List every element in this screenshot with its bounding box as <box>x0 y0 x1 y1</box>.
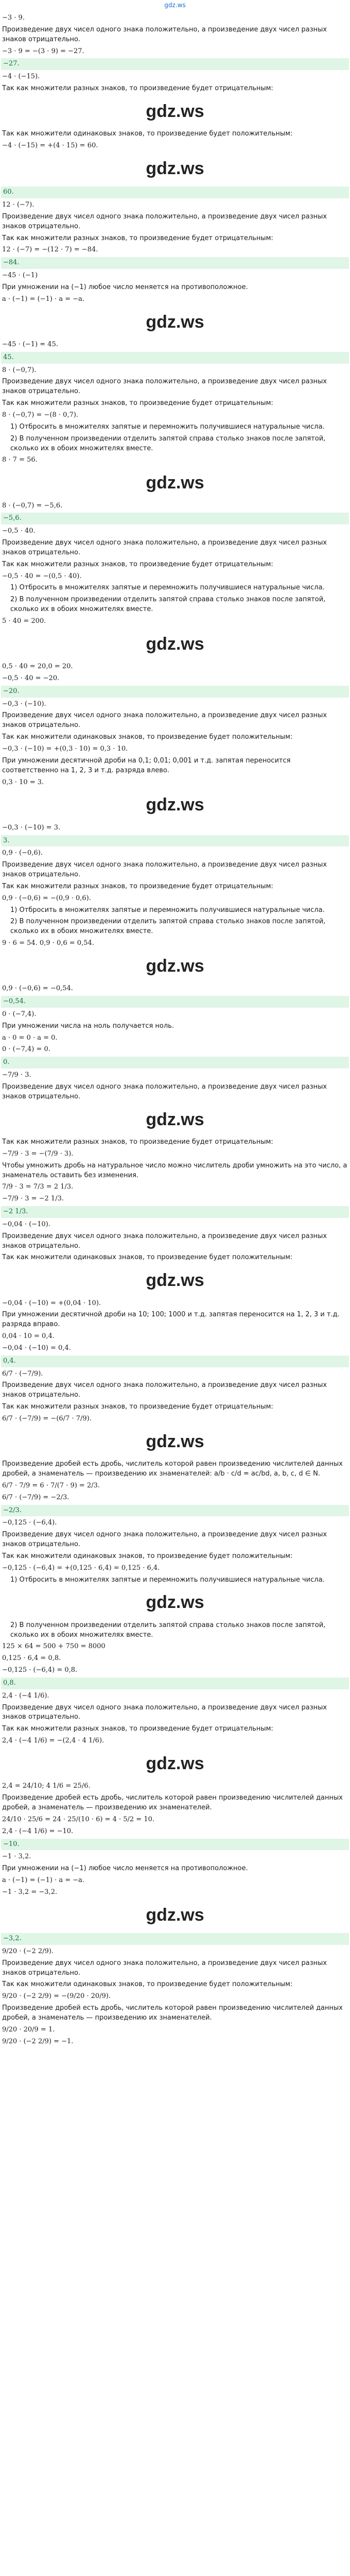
answer-line: 0,8. <box>1 1677 349 1689</box>
math-expression: 9/20 · (−2 2/9) = −(9/20 · 20/9). <box>2 1992 111 2001</box>
math-expression: 0,04 · 10 = 0,4. <box>2 1332 55 1341</box>
explanation-text: Произведение дробей есть дробь, числитель которой равен произведению числителей данных дробей, а знаменатель — произведению их знаменателей. <box>2 2004 343 2022</box>
math-expression: a · (−1) = (−1) · a = −a. <box>2 295 84 303</box>
math-expression: −0,5 · 40 = −20. <box>2 674 60 682</box>
answer-line: −2/3. <box>1 1505 349 1517</box>
math-expression: −7/9 · 3 = −2 1/3. <box>2 1195 64 1203</box>
explanation-text: При умножении десятичной дроби на 0,1; 0,01; 0,001 и т.д. запятая переносится соответственно на 1, 2, 3 и т.д. разряда влево. <box>2 756 291 774</box>
math-expression: 2,4 · (−4 1/6) = −(2,4 · 4 1/6). <box>2 1737 104 1745</box>
explanation-text: Произведение двух чисел одного знака положительно, а произведение двух чисел разных знаков отрицательно. <box>2 25 327 43</box>
rule-step: 1) Отбросить в множителях запятые и перемножить получившиеся натуральные числа. <box>10 422 325 431</box>
explanation-text: Так как множители одинаковых знаков, то произведение будет положительным: <box>2 130 293 138</box>
explanation-text: Произведение двух чисел одного знака положительно, а произведение двух чисел разных знаков отрицательно. <box>2 1381 327 1399</box>
explanation-text: Так как множители разных знаков, то произведение будет отрицательным: <box>2 1403 273 1411</box>
watermark: gdz.ws <box>146 1753 204 1773</box>
explanation-text: Так как множители одинаковых знаков, то произведение будет положительным: <box>2 733 293 741</box>
answer-line: −3,2. <box>1 1933 349 1945</box>
math-expression: 24/10 · 25/6 = 24 · 25/(10 · 6) = 4 · 5/2 = 10. <box>2 1815 155 1823</box>
math-expression: 2,4 · (−4 1/6) = −10. <box>2 1827 74 1835</box>
math-expression: −1 · 3,2 = −3,2. <box>2 1888 58 1896</box>
math-expression: 6/7 · 7/9 = 6 · 7/(7 · 9) = 2/3. <box>2 1481 100 1489</box>
explanation-text: Произведение двух чисел одного знака положительно, а произведение двух чисел разных знаков отрицательно. <box>2 711 327 730</box>
math-expression: −0,04 · (−10). <box>2 1220 50 1228</box>
math-expression: −45 · (−1) = 45. <box>2 340 58 348</box>
math-expression: −0,125 · (−6,4) = +(0,125 · 6,4) = 0,125 · 6,4. <box>2 1564 160 1572</box>
explanation-text: При умножении на (−1) любое число меняется на противоположное. <box>2 283 248 291</box>
watermark: gdz.ws <box>146 634 204 654</box>
watermark: gdz.ws <box>146 956 204 976</box>
explanation-text: Чтобы умножить дробь на натуральное число можно числитель дроби умножить на это число, а знаменатель оставить без изменения. <box>2 1161 347 1179</box>
rule-step: 1) Отбросить в множителях запятые и перемножить получившиеся натуральные числа. <box>10 584 325 592</box>
answer-line: −10. <box>1 1839 349 1851</box>
explanation-text: При умножении на (−1) любое число меняется на противоположное. <box>2 1865 248 1873</box>
math-expression: −0,04 · (−10) = +(0,04 · 10). <box>2 1299 101 1307</box>
answer-line: 45. <box>1 352 349 364</box>
math-expression: −0,3 · (−10). <box>2 700 46 708</box>
explanation-text: Так как множители разных знаков, то произведение будет отрицательным: <box>2 1725 273 1733</box>
math-expression: −4 · (−15). <box>2 73 40 81</box>
explanation-text: Так как множители разных знаков, то произведение будет отрицательным: <box>2 1138 273 1146</box>
watermark: gdz.ws <box>146 312 204 332</box>
explanation-text: Так как множители разных знаков, то произведение будет отрицательным: <box>2 84 273 93</box>
math-expression: 9/20 · 20/9 = 1. <box>2 2025 55 2033</box>
explanation-text: Произведение дробей есть дробь, числитель которой равен произведению числителей данных дробей, а знаменатель — произведению их знаменателей. <box>2 1794 343 1811</box>
math-expression: 9/20 · (−2 2/9) = −1. <box>2 2037 74 2045</box>
explanation-text: Так как множители разных знаков, то произведение будет отрицательным: <box>2 882 273 890</box>
rule-step: 2) В полученном произведении отделить запятой справа столько знаков после запятой, сколько их в обоих множителях вместе. <box>10 596 326 614</box>
math-expression: 9/20 · (−2 2/9). <box>2 1947 54 1955</box>
answer-line: −27. <box>1 58 349 70</box>
watermark: gdz.ws <box>146 101 204 121</box>
explanation-text: Так как множители одинаковых знаков, то произведение будет положительным: <box>2 1552 293 1560</box>
rule-step: 2) В полученном произведении отделить запятой справа столько знаков после запятой, сколько их в обоих множителях вместе. <box>10 434 326 452</box>
math-expression: −0,5 · 40. <box>2 527 36 535</box>
watermark: gdz.ws <box>146 1109 204 1129</box>
math-expression: −1 · 3,2. <box>2 1853 31 1861</box>
explanation-text: Произведение двух чисел одного знака положительно, а произведение двух чисел разных знаков отрицательно. <box>2 212 327 230</box>
explanation-text: При умножении числа на ноль получается ноль. <box>2 1022 174 1030</box>
answer-line: −0,54. <box>1 996 349 1008</box>
explanation-text: Произведение двух чисел одного знака положительно, а произведение двух чисел разных знаков отрицательно. <box>2 1531 327 1549</box>
rule-step: 2) В полученном произведении отделить запятой справа столько знаков после запятой, сколько их в обоих множителях вместе. <box>10 1621 326 1639</box>
answer-line: 0. <box>1 1057 349 1069</box>
explanation-text: Произведение двух чисел одного знака положительно, а произведение двух чисел разных знаков отрицательно. <box>2 378 327 396</box>
explanation-text: Произведение дробей есть дробь, числитель которой равен произведению числителей данных дробей, а знаменатель — произведению их знаменателей: a/b · c/d = ac/bd, a, b, c, d ∈ N. <box>2 1460 343 1478</box>
math-expression: 12 · (−7) = −(12 · 7) = −84. <box>2 246 98 254</box>
math-expression: −0,3 · (−10) = +(0,3 · 10) = 0,3 · 10. <box>2 744 128 753</box>
math-expression: 2,4 · (−4 1/6). <box>2 1691 49 1700</box>
answer-line: 3. <box>1 835 349 847</box>
watermark: gdz.ws <box>146 473 204 493</box>
math-expression: −3 · 9. <box>2 14 25 22</box>
math-expression: a · (−1) = (−1) · a = −a. <box>2 1876 84 1885</box>
math-expression: 9 · 6 = 54. 0,9 · 0,6 = 0,54. <box>2 939 94 947</box>
math-expression: −0,125 · (−6,4). <box>2 1519 57 1527</box>
rule-step: 1) Отбросить в множителях запятые и перемножить получившиеся натуральные числа. <box>10 906 325 914</box>
math-expression: −45 · (−1) <box>2 272 38 280</box>
math-expression: a · 0 = 0 · a = 0. <box>2 1033 58 1042</box>
explanation-text: Произведение двух чисел одного знака положительно, а произведение двух чисел разных знаков отрицательно. <box>2 1703 327 1721</box>
answer-line: −20. <box>1 686 349 698</box>
math-expression: 12 · (−7). <box>2 201 34 209</box>
explanation-text: Произведение двух чисел одного знака положительно, а произведение двух чисел разных знаков отрицательно. <box>2 1082 327 1100</box>
answer-line: 60. <box>1 187 349 198</box>
math-expression: −0,3 · (−10) = 3. <box>2 823 61 832</box>
math-expression: 6/7 · (−7/9) = −2/3. <box>2 1493 69 1501</box>
math-expression: 7/9 · 3 = 7/3 = 2 1/3. <box>2 1183 74 1191</box>
explanation-text: Произведение двух чисел одного знака положительно, а произведение двух чисел разных знаков отрицательно. <box>2 539 327 556</box>
explanation-text: Так как множители разных знаков, то произведение будет отрицательным: <box>2 234 273 242</box>
answer-line: 0,4. <box>1 1355 349 1367</box>
math-expression: 0,5 · 40 = 20,0 = 20. <box>2 663 73 671</box>
math-expression: −0,04 · (−10) = 0,4. <box>2 1344 71 1352</box>
explanation-text: Так как множители одинаковых знаков, то произведение будет положительным: <box>2 1253 293 1262</box>
watermark: gdz.ws <box>146 1592 204 1613</box>
watermark: gdz.ws <box>146 1905 204 1925</box>
explanation-text: Произведение двух чисел одного знака положительно, а произведение двух чисел разных знаков отрицательно. <box>2 861 327 879</box>
explanation-text: Произведение двух чисел одного знака положительно, а произведение двух чисел разных знаков отрицательно. <box>2 1959 327 1977</box>
math-expression: 125 × 64 = 500 + 750 = 8000 <box>2 1642 106 1651</box>
math-expression: −3 · 9 = −(3 · 9) = −27. <box>2 47 84 55</box>
math-expression: −0,5 · 40 = −(0,5 · 40). <box>2 572 82 580</box>
math-expression: 8 · (−0,7) = −5,6. <box>2 501 63 510</box>
explanation-text: Так как множители разных знаков, то произведение будет отрицательным: <box>2 399 273 408</box>
watermark: gdz.ws <box>146 795 204 815</box>
explanation-text: При умножении десятичной дроби на 10; 100; 1000 и т.д. запятая переносится на 1, 2, 3 и т.д. разряда вправо. <box>2 1311 340 1329</box>
math-expression: −0,125 · (−6,4) = 0,8. <box>2 1666 78 1674</box>
site-header[interactable] <box>0 0 350 12</box>
solution-document <box>0 12 350 2047</box>
math-expression: 5 · 40 = 200. <box>2 617 46 625</box>
math-expression: 0,9 · (−0,6) = −0,54. <box>2 985 73 993</box>
math-expression: 0 · (−7,4). <box>2 1010 37 1018</box>
rule-step: 2) В полученном произведении отделить запятой справа столько знаков после запятой, сколько их в обоих множителях вместе. <box>10 918 326 936</box>
explanation-text: Так как множители одинаковых знаков, то произведение будет положительным: <box>2 1980 293 1989</box>
math-expression: 0,3 · 10 = 3. <box>2 778 44 786</box>
math-expression: 8 · (−0,7) = −(8 · 0,7). <box>2 411 79 419</box>
math-expression: 0,125 · 6,4 = 0,8. <box>2 1654 61 1663</box>
site-title[interactable]: gdz.ws <box>164 2 186 9</box>
math-expression: 2,4 = 24/10; 4 1/6 = 25/6. <box>2 1782 91 1790</box>
math-expression: −7/9 · 3 = −(7/9 · 3). <box>2 1149 74 1158</box>
math-expression: 8 · (−0,7). <box>2 366 37 374</box>
watermark: gdz.ws <box>146 158 204 178</box>
math-expression: −7/9 · 3. <box>2 1071 31 1079</box>
explanation-text: Так как множители разных знаков, то произведение будет отрицательным: <box>2 560 273 568</box>
math-expression: −4 · (−15) = +(4 · 15) = 60. <box>2 142 98 150</box>
math-expression: 0,9 · (−0,6). <box>2 849 43 857</box>
answer-line: −2 1/3. <box>1 1206 349 1218</box>
math-expression: 0 · (−7,4) = 0. <box>2 1045 50 1054</box>
watermark: gdz.ws <box>146 1431 204 1451</box>
math-expression: 8 · 7 = 56. <box>2 456 38 464</box>
answer-line: −84. <box>1 257 349 269</box>
watermark: gdz.ws <box>146 1270 204 1291</box>
rule-step: 1) Отбросить в множителях запятые и перемножить получившиеся натуральные числа. <box>10 1575 325 1584</box>
explanation-text: Произведение двух чисел одного знака положительно, а произведение двух чисел разных знаков отрицательно. <box>2 1232 327 1250</box>
math-expression: 6/7 · (−7/9) = −(6/7 · 7/9). <box>2 1414 92 1422</box>
math-expression: 6/7 · (−7/9). <box>2 1369 43 1378</box>
math-expression: 0,9 · (−0,6) = −(0,9 · 0,6). <box>2 894 91 902</box>
answer-line: −5,6. <box>1 513 349 524</box>
